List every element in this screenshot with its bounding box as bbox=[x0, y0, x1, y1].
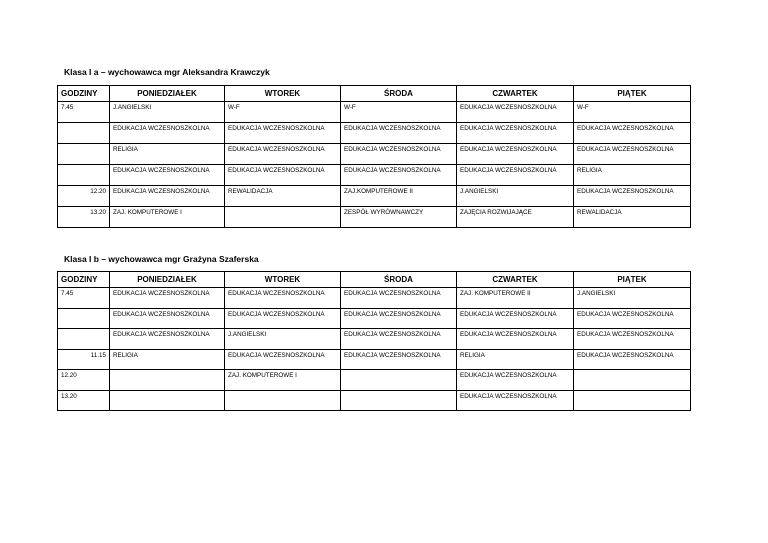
table-row bbox=[58, 370, 691, 391]
lesson-cell: EDUKACJA WCZESNOSZKOLNA bbox=[341, 288, 457, 309]
lesson-cell: ZESPÓŁ WYRÓWNAWCZY bbox=[341, 207, 457, 228]
lesson-cell: J.ANGIELSKI bbox=[110, 102, 225, 123]
lesson-cell: RELIGIA bbox=[574, 165, 691, 186]
lesson-cell: EDUKACJA WCZESNOSZKOLNA bbox=[574, 329, 691, 350]
lesson-cell: ZAJ. KOMPUTEROWE I bbox=[225, 370, 341, 391]
lesson-cell: EDUKACJA WCZESNOSZKOLNA bbox=[225, 123, 341, 144]
lesson-cell: W-F bbox=[225, 102, 341, 123]
lesson-cell: RELIGIA bbox=[110, 144, 225, 165]
table-row bbox=[58, 329, 691, 350]
lesson-cell bbox=[225, 207, 341, 228]
hour-cell bbox=[58, 144, 110, 165]
column-header-day: PIĄTEK bbox=[574, 272, 691, 288]
lesson-cell: EDUKACJA WCZESNOSZKOLNA bbox=[341, 349, 457, 370]
lesson-cell: EDUKACJA WCZESNOSZKOLNA bbox=[110, 308, 225, 329]
column-header-day: WTOREK bbox=[225, 86, 341, 102]
header-row bbox=[58, 272, 691, 288]
lesson-cell: EDUKACJA WCZESNOSZKOLNA bbox=[574, 123, 691, 144]
lesson-cell: J.ANGIELSKI bbox=[574, 288, 691, 309]
table-row bbox=[58, 349, 691, 370]
lesson-cell: EDUKACJA WCZESNOSZKOLNA bbox=[574, 308, 691, 329]
table-row bbox=[58, 207, 691, 228]
table-row bbox=[58, 165, 691, 186]
hour-cell bbox=[58, 165, 110, 186]
lesson-cell: RELIGIA bbox=[457, 349, 574, 370]
lesson-cell: ZAJ.KOMPUTEROWE II bbox=[341, 186, 457, 207]
schedule-table-klasa-1b bbox=[57, 271, 691, 411]
lesson-cell: EDUKACJA WCZESNOSZKOLNA bbox=[574, 186, 691, 207]
lesson-cell: EDUKACJA WCZESNOSZKOLNA bbox=[457, 370, 574, 391]
lesson-cell: EDUKACJA WCZESNOSZKOLNA bbox=[225, 349, 341, 370]
lesson-cell: EDUKACJA WCZESNOSZKOLNA bbox=[110, 123, 225, 144]
table-row bbox=[58, 186, 691, 207]
lesson-cell: J.ANGIELSKI bbox=[225, 329, 341, 350]
lesson-cell: ZAJ. KOMPUTEROWE II bbox=[457, 288, 574, 309]
hour-cell: 13.20 bbox=[58, 390, 110, 411]
column-header-day: ŚRODA bbox=[341, 86, 457, 102]
lesson-cell: EDUKACJA WCZESNOSZKOLNA bbox=[457, 144, 574, 165]
header-row bbox=[58, 86, 691, 102]
lesson-cell: EDUKACJA WCZESNOSZKOLNA bbox=[225, 144, 341, 165]
hour-cell: 7.45 bbox=[58, 102, 110, 123]
lesson-cell: EDUKACJA WCZESNOSZKOLNA bbox=[457, 390, 574, 411]
lesson-cell: EDUKACJA WCZESNOSZKOLNA bbox=[110, 329, 225, 350]
column-header-hours: GODZINY bbox=[58, 272, 110, 288]
column-header-hours: GODZINY bbox=[58, 86, 110, 102]
lesson-cell: ZAJ. KOMPUTEROWE I bbox=[110, 207, 225, 228]
lesson-cell: W-F bbox=[341, 102, 457, 123]
lesson-cell: REWALIDACJA bbox=[225, 186, 341, 207]
table-row bbox=[58, 308, 691, 329]
column-header-day: PONIEDZIAŁEK bbox=[110, 272, 225, 288]
lesson-cell bbox=[110, 390, 225, 411]
lesson-cell: EDUKACJA WCZESNOSZKOLNA bbox=[225, 165, 341, 186]
lesson-cell: EDUKACJA WCZESNOSZKOLNA bbox=[341, 144, 457, 165]
hour-cell bbox=[58, 329, 110, 350]
lesson-cell bbox=[225, 390, 341, 411]
table-row bbox=[58, 144, 691, 165]
lesson-cell: RELIGIA bbox=[110, 349, 225, 370]
lesson-cell bbox=[341, 390, 457, 411]
schedule-table-klasa-1a bbox=[57, 85, 691, 228]
hour-cell bbox=[58, 308, 110, 329]
lesson-cell: EDUKACJA WCZESNOSZKOLNA bbox=[457, 102, 574, 123]
hour-cell: 12.20 bbox=[58, 186, 110, 207]
lesson-cell: EDUKACJA WCZESNOSZKOLNA bbox=[341, 165, 457, 186]
column-header-day: WTOREK bbox=[225, 272, 341, 288]
table-row bbox=[58, 390, 691, 411]
lesson-cell: EDUKACJA WCZESNOSZKOLNA bbox=[341, 329, 457, 350]
column-header-day: CZWARTEK bbox=[457, 272, 574, 288]
lesson-cell: EDUKACJA WCZESNOSZKOLNA bbox=[341, 123, 457, 144]
column-header-day: PIĄTEK bbox=[574, 86, 691, 102]
column-header-day: ŚRODA bbox=[341, 272, 457, 288]
hour-cell bbox=[58, 123, 110, 144]
lesson-cell bbox=[574, 370, 691, 391]
lesson-cell: EDUKACJA WCZESNOSZKOLNA bbox=[457, 123, 574, 144]
lesson-cell: W-F bbox=[574, 102, 691, 123]
lesson-cell: EDUKACJA WCZESNOSZKOLNA bbox=[574, 349, 691, 370]
lesson-cell bbox=[110, 370, 225, 391]
lesson-cell: EDUKACJA WCZESNOSZKOLNA bbox=[457, 165, 574, 186]
section-title-klasa-1a: Klasa I a – wychowawca mgr Aleksandra Krawczyk bbox=[64, 67, 270, 77]
lesson-cell: EDUKACJA WCZESNOSZKOLNA bbox=[110, 288, 225, 309]
table-row bbox=[58, 288, 691, 309]
column-header-day: CZWARTEK bbox=[457, 86, 574, 102]
lesson-cell: REWALIDACJA bbox=[574, 207, 691, 228]
lesson-cell bbox=[574, 390, 691, 411]
lesson-cell: EDUKACJA WCZESNOSZKOLNA bbox=[110, 165, 225, 186]
hour-cell: 13.20 bbox=[58, 207, 110, 228]
lesson-cell: ZAJĘCIA ROZWIJAJĄCE bbox=[457, 207, 574, 228]
lesson-cell: EDUKACJA WCZESNOSZKOLNA bbox=[457, 308, 574, 329]
lesson-cell: EDUKACJA WCZESNOSZKOLNA bbox=[457, 329, 574, 350]
lesson-cell: EDUKACJA WCZESNOSZKOLNA bbox=[225, 308, 341, 329]
lesson-cell: EDUKACJA WCZESNOSZKOLNA bbox=[574, 144, 691, 165]
lesson-cell bbox=[341, 370, 457, 391]
table-row bbox=[58, 102, 691, 123]
table-row bbox=[58, 123, 691, 144]
lesson-cell: EDUKACJA WCZESNOSZKOLNA bbox=[225, 288, 341, 309]
hour-cell: 7.45 bbox=[58, 288, 110, 309]
lesson-cell: EDUKACJA WCZESNOSZKOLNA bbox=[341, 308, 457, 329]
section-title-klasa-1b: Klasa I b – wychowawca mgr Grażyna Szaferska bbox=[64, 254, 259, 264]
column-header-day: PONIEDZIAŁEK bbox=[110, 86, 225, 102]
hour-cell: 11.15 bbox=[58, 349, 110, 370]
lesson-cell: EDUKACJA WCZESNOSZKOLNA bbox=[110, 186, 225, 207]
lesson-cell: J.ANGIELSKI bbox=[457, 186, 574, 207]
hour-cell: 12.20 bbox=[58, 370, 110, 391]
